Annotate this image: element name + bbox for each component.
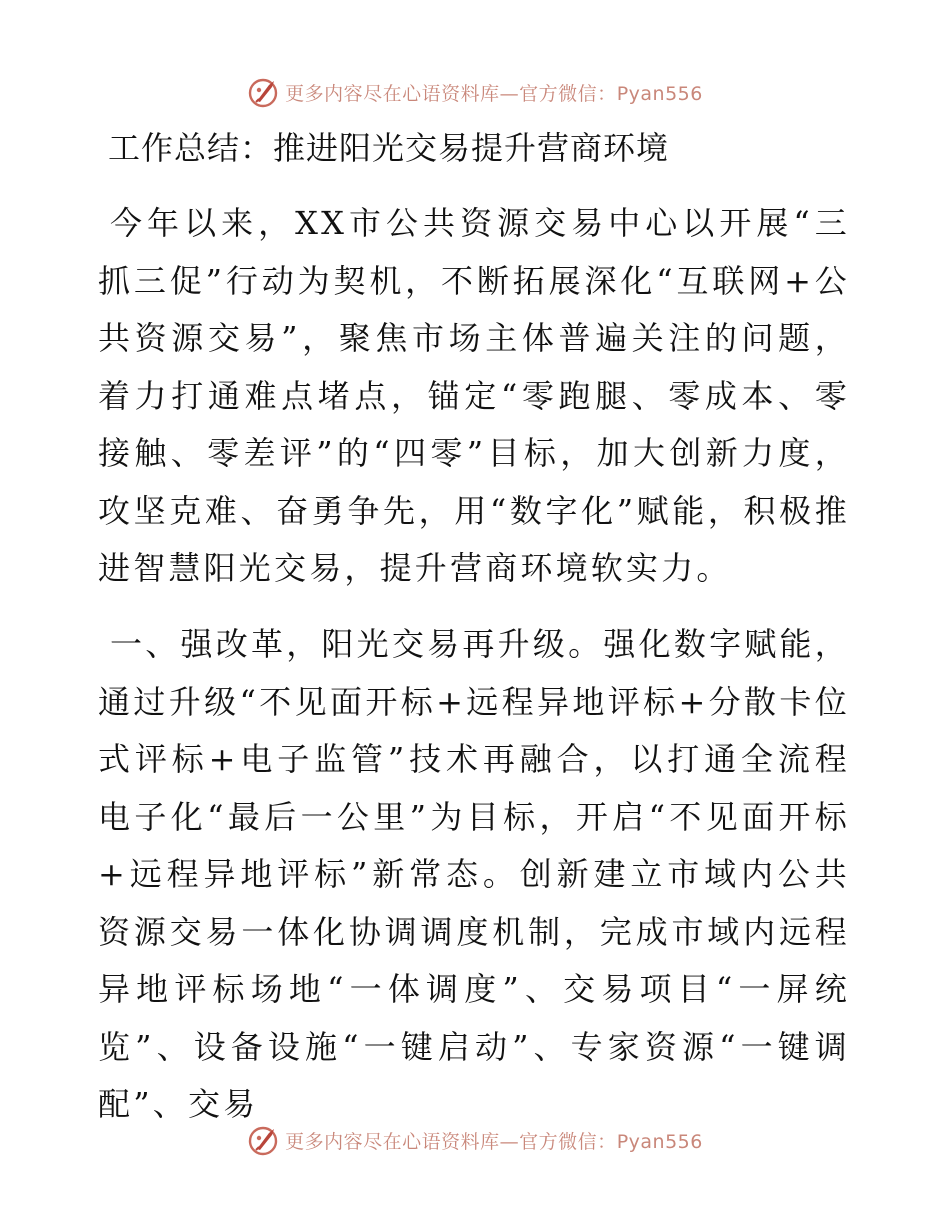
paragraph-intro: 今年以来，XX市公共资源交易中心以开展“三抓三促”行动为契机，不断拓展深化“互联网+公共资源交易”，聚焦市场主体普遍关注的问题，着力打通难点堵点，锚定“零跑腿、零成本、零接触、零差评”的“四零”目标，加大创新力度，攻坚克难、奋勇争先，用“数字化”赋能，积极推进智慧阳光交易，提升营商环境软实力。	[98, 204, 850, 587]
paragraph-section-one: 一、强改革，阳光交易再升级。强化数字赋能，通过升级“不见面开标+远程异地评标+分散卡位式评标+电子监管”技术再融合，以打通全流程电子化“最后一公里”为目标，开启“不见面开标+远程异地评标”新常态。创新建立市域内公共资源交易一体化协调调度机制，完成市域内远程异地评标场地“一体调度”、交易项目“一屏统览”、设备设施“一键启动”、专家资源“一键调配”、交易	[98, 625, 850, 1123]
header-watermark	[0, 72, 950, 112]
watermark-text: 更多内容尽在心语资料库—官方微信：Pyan556	[285, 1130, 703, 1153]
watermark-text: 更多内容尽在心语资料库—官方微信：Pyan556	[285, 82, 703, 105]
document-title: 工作总结：推进阳光交易提升营商环境	[108, 129, 670, 167]
quill-logo-icon	[247, 1123, 281, 1157]
quill-logo-icon	[247, 75, 281, 109]
footer-watermark	[0, 1120, 950, 1160]
